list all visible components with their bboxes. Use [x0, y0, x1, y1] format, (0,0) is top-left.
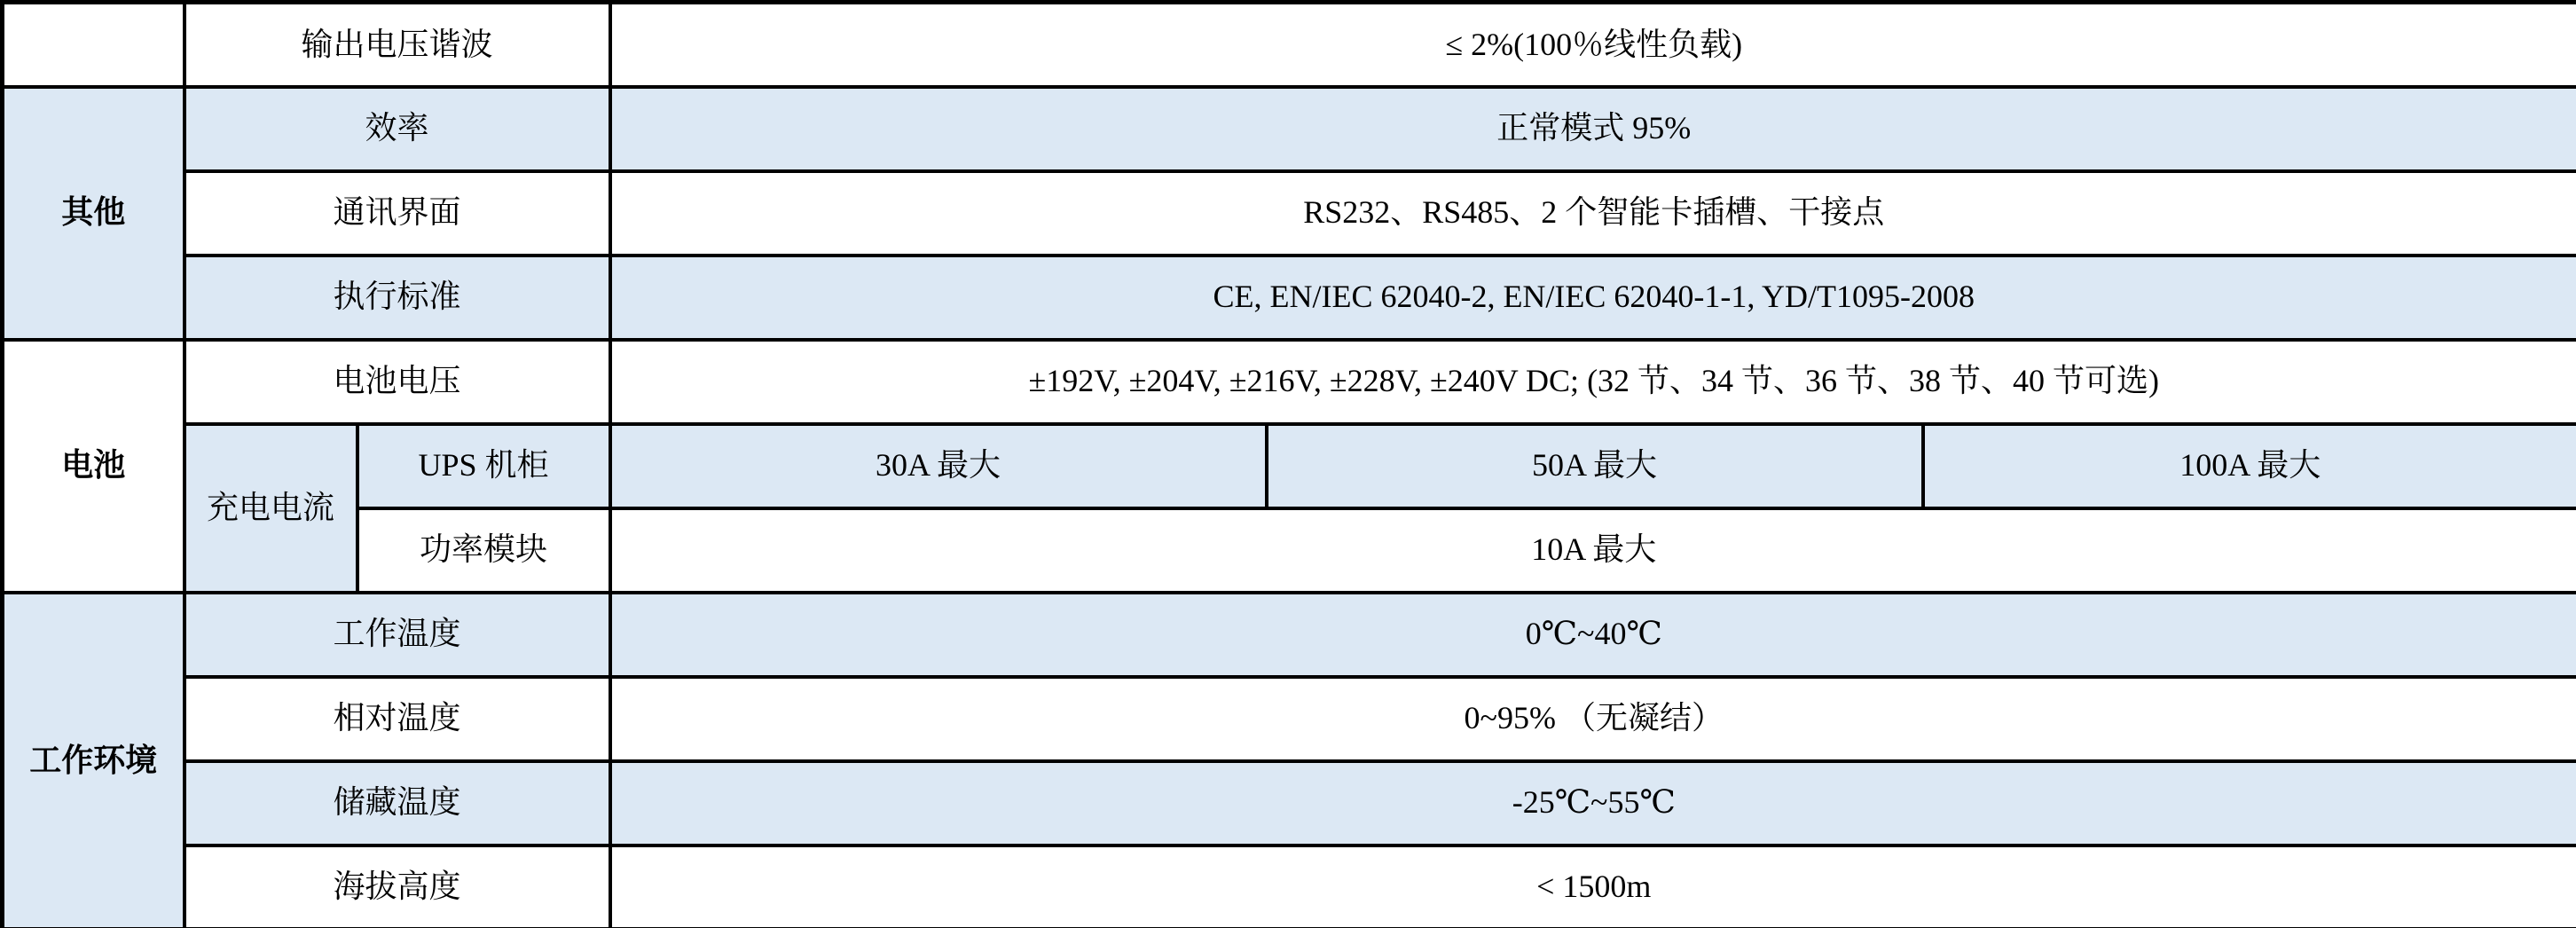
row-value-storage-temperature: -25℃~55℃ — [610, 761, 2576, 845]
group-cell-environment: 工作环境 — [3, 593, 185, 928]
table-row — [3, 87, 2576, 171]
table-row — [3, 340, 2576, 424]
row-label-relative-temperature: 相对温度 — [185, 677, 610, 761]
group-cell-battery: 电池 — [3, 340, 185, 593]
row-value-ups-cabinet-30a: 30A 最大 — [610, 424, 1267, 508]
row-value-power-module: 10A 最大 — [610, 508, 2576, 593]
row-label-ups-cabinet: UPS 机柜 — [357, 424, 610, 508]
row-label-standards: 执行标准 — [185, 256, 610, 340]
table-row — [3, 508, 2576, 593]
row-value-relative-temperature: 0~95% （无凝结） — [610, 677, 2576, 761]
table-row — [3, 677, 2576, 761]
row-label-storage-temperature: 储藏温度 — [185, 761, 610, 845]
table-row — [3, 761, 2576, 845]
row-value-efficiency: 正常模式 95% — [610, 87, 2576, 171]
row-label-efficiency: 效率 — [185, 87, 610, 171]
row-value-communication-interface: RS232、RS485、2 个智能卡插槽、干接点 — [610, 171, 2576, 256]
row-value-output-voltage-harmonics: ≤ 2%(100％线性负载) — [610, 3, 2576, 87]
row-label-communication-interface: 通讯界面 — [185, 171, 610, 256]
row-label-output-voltage-harmonics: 输出电压谐波 — [185, 3, 610, 87]
row-label-altitude: 海拔高度 — [185, 845, 610, 928]
row-label-power-module: 功率模块 — [357, 508, 610, 593]
row-value-operating-temperature: 0℃~40℃ — [610, 593, 2576, 677]
row-label-battery-voltage: 电池电压 — [185, 340, 610, 424]
subgroup-cell-charge-current: 充电电流 — [185, 424, 357, 593]
row-value-ups-cabinet-50a: 50A 最大 — [1267, 424, 1923, 508]
table-row — [3, 256, 2576, 340]
group-cell-other: 其他 — [3, 87, 185, 340]
table-row — [3, 3, 2576, 87]
table-row — [3, 171, 2576, 256]
row-value-ups-cabinet-100a: 100A 最大 — [1923, 424, 2576, 508]
row-value-standards: CE, EN/IEC 62040-2, EN/IEC 62040-1-1, YD/T1095-2008 — [610, 256, 2576, 340]
row-value-battery-voltage: ±192V, ±204V, ±216V, ±228V, ±240V DC; (32 节、34 节、36 节、38 节、40 节可选) — [610, 340, 2576, 424]
row-label-operating-temperature: 工作温度 — [185, 593, 610, 677]
table-row — [3, 424, 2576, 508]
row-value-altitude: < 1500m — [610, 845, 2576, 928]
table-row — [3, 845, 2576, 928]
group-cell-empty — [3, 3, 185, 87]
table-row — [3, 593, 2576, 677]
